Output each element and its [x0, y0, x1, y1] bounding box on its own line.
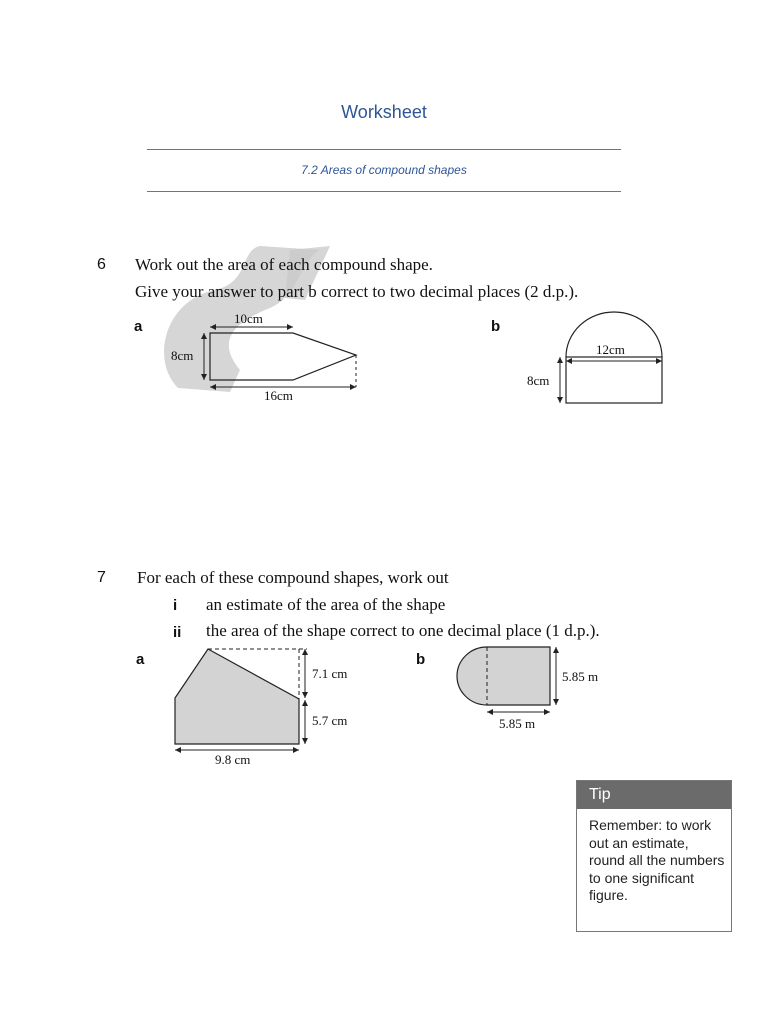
tip-body: Remember: to work out an estimate, round all the numbers to one significant figure. [589, 817, 725, 903]
question-6a-figure [160, 306, 380, 406]
q6b-width-dimension: 12cm [596, 342, 625, 357]
question-6b-figure [520, 306, 680, 410]
q6a-bottom-dimension: 16cm [264, 388, 293, 403]
question-7-intro: For each of these compound shapes, work out [137, 568, 449, 587]
question-7-part-a-label: a [136, 651, 145, 668]
question-7-item-ii-text: the area of the shape correct to one decimal place (1 d.p.). [206, 621, 600, 640]
q7b-height-dimension: 5.85 m [562, 669, 599, 684]
question-7-item-i-text: an estimate of the area of the shape [206, 595, 446, 614]
q6a-top-dimension: 10cm [234, 311, 263, 326]
question-7a-figure [160, 640, 370, 770]
q6b-height-dimension: 8cm [527, 373, 550, 388]
question-7-item-i-number: i [173, 597, 178, 614]
worksheet-title: Worksheet [341, 102, 427, 122]
question-6-part-b-label: b [491, 318, 501, 335]
tip-heading: Tip [577, 781, 731, 809]
tip-box [576, 780, 732, 932]
header-rule-bottom [147, 191, 621, 192]
header-rule-top [147, 149, 621, 150]
question-6-part-a-label: a [134, 318, 143, 335]
q7a-base-dimension: 9.8 cm [215, 752, 251, 767]
q7a-upper-dimension: 7.1 cm [312, 666, 348, 681]
question-6-number: 6 [97, 256, 106, 273]
question-6-line-1: Work out the area of each compound shape. [135, 255, 433, 274]
question-6-line-2: Give your answer to part b correct to two decimal places (2 d.p.). [135, 282, 579, 301]
q6a-height-dimension: 8cm [171, 348, 194, 363]
question-7-part-b-label: b [416, 651, 426, 668]
q7b-width-dimension: 5.85 m [499, 716, 536, 731]
question-7-number: 7 [97, 569, 106, 586]
q7a-lower-dimension: 5.7 cm [312, 713, 348, 728]
question-7b-figure [440, 640, 620, 740]
section-subtitle: 7.2 Areas of compound shapes [301, 163, 467, 177]
question-7-item-ii-number: ii [173, 624, 182, 641]
